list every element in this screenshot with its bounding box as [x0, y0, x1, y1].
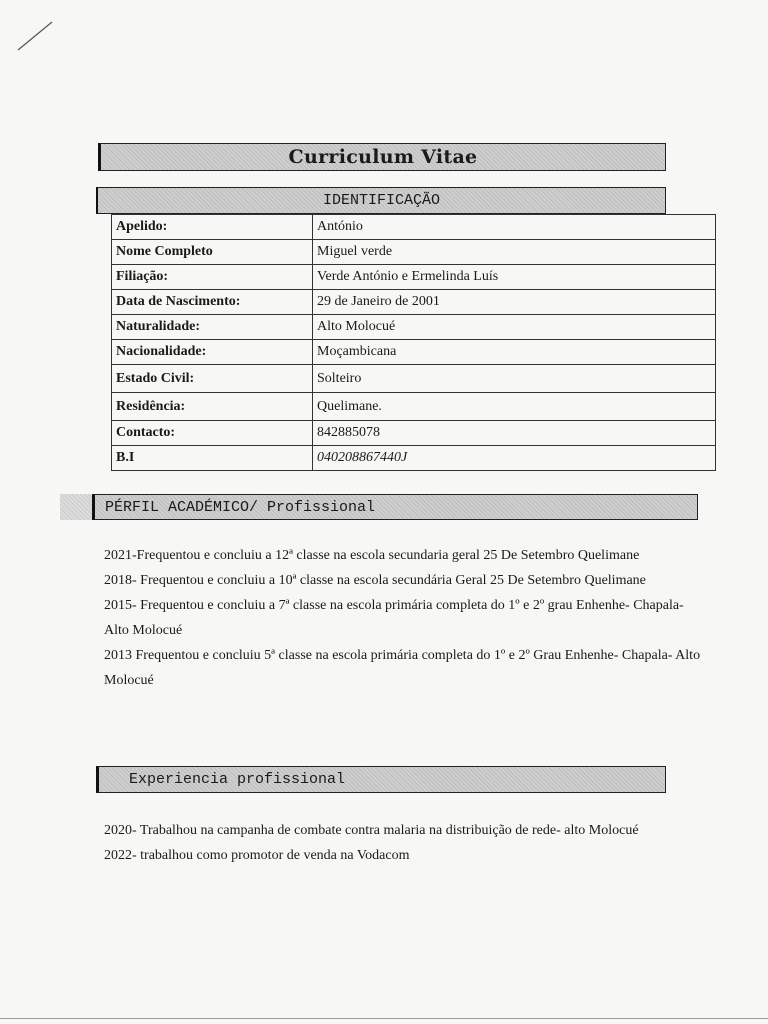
list-item: 2021-Frequentou e concluiu a 12ª classe na escola secundaria geral 25 De Setembro Quelimane [104, 548, 640, 563]
row-value: 040208867440J [313, 446, 716, 471]
row-label: Naturalidade: [112, 315, 313, 340]
perfil-entries [104, 543, 704, 693]
row-value: 29 de Janeiro de 2001 [313, 290, 716, 315]
row-label: Nome Completo [112, 240, 313, 265]
row-label: Contacto: [112, 421, 313, 446]
perfil-heading-text: PÉRFIL ACADÉMICO/ Profissional [105, 498, 376, 516]
row-label: Estado Civil: [112, 365, 313, 393]
identificacao-heading [96, 187, 666, 214]
pen-stroke-mark [16, 18, 56, 58]
row-label: B.I [112, 446, 313, 471]
document-title-text: Curriculum Vitae [288, 146, 478, 168]
experiencia-heading [96, 766, 666, 793]
row-value: Moçambicana [313, 340, 716, 365]
list-item: 2020- Trabalhou na campanha de combate contra malaria na distribuição de rede- alto Molocué [104, 823, 639, 838]
experiencia-heading-text: Experiencia profissional [129, 771, 346, 788]
row-value: António [313, 215, 716, 240]
perfil-heading [92, 494, 698, 520]
table-row [112, 240, 716, 265]
list-item: 2018- Frequentou e concluiu a 10ª classe na escola secundária Geral 25 De Setembro Quelimane [104, 573, 646, 588]
row-label: Apelido: [112, 215, 313, 240]
table-row [112, 290, 716, 315]
document-title [98, 143, 666, 171]
identificacao-table [111, 214, 716, 471]
row-value: Alto Molocué [313, 315, 716, 340]
table-row [112, 365, 716, 393]
experiencia-entries [104, 818, 704, 868]
table-row [112, 315, 716, 340]
row-label: Nacionalidade: [112, 340, 313, 365]
row-value: Miguel verde [313, 240, 716, 265]
list-item: 2015- Frequentou e concluiu a 7ª classe na escola primária completa do 1º e 2º grau Enhenhe- Chapala- Alto Molocué [104, 598, 684, 638]
list-item: 2013 Frequentou e concluiu 5ª classe na escola primária completa do 1º e 2º Grau Enhenhe- Chapala- Alto Molocué [104, 648, 701, 688]
identificacao-heading-text: IDENTIFICAÇÃO [322, 192, 441, 209]
list-item: 2022- trabalhou como promotor de venda na Vodacom [104, 848, 410, 863]
page-edge-line [0, 1018, 768, 1019]
row-value: 842885078 [313, 421, 716, 446]
table-row [112, 215, 716, 240]
row-value: Quelimane. [313, 393, 716, 421]
table-row [112, 340, 716, 365]
row-value: Verde António e Ermelinda Luís [313, 265, 716, 290]
table-row [112, 446, 716, 471]
banner-shadow [60, 494, 92, 520]
row-label: Filiação: [112, 265, 313, 290]
row-value: Solteiro [313, 365, 716, 393]
row-label: Data de Nascimento: [112, 290, 313, 315]
table-row [112, 421, 716, 446]
row-label: Residência: [112, 393, 313, 421]
table-row [112, 265, 716, 290]
table-row [112, 393, 716, 421]
